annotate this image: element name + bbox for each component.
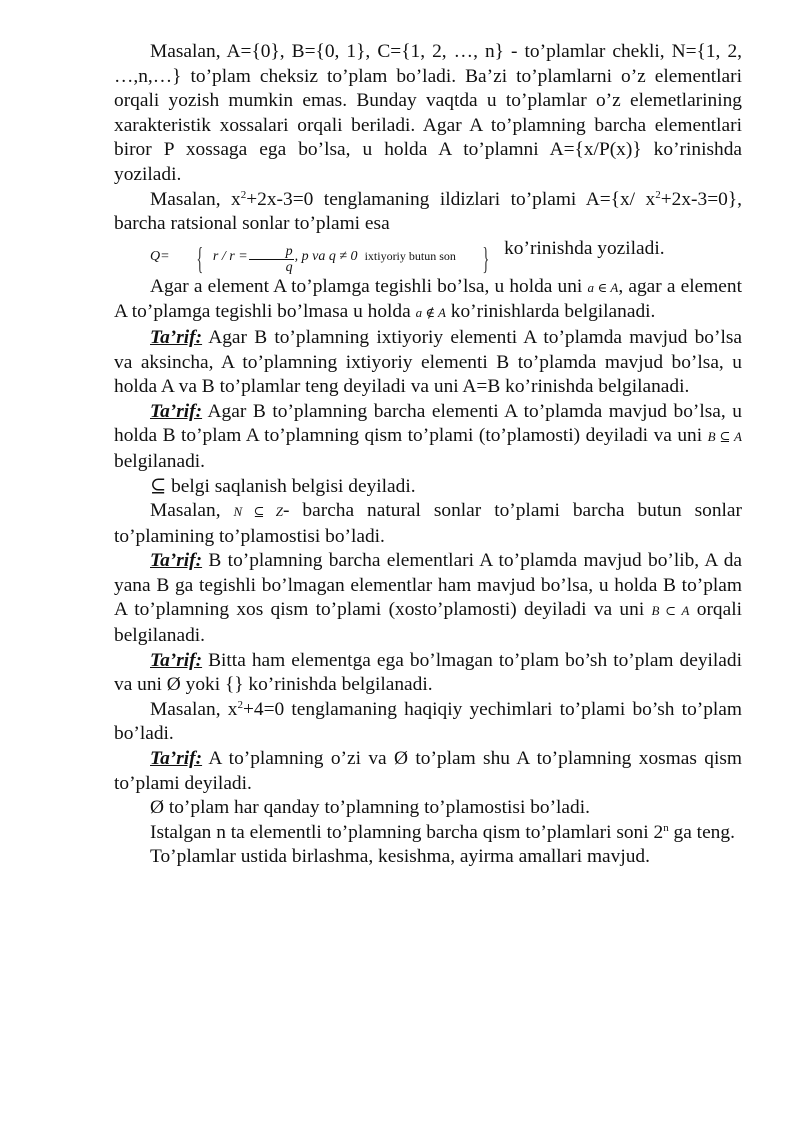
paragraph-definition-improper-subset [114,747,742,796]
text-segment: - barcha natural sonlar to’plami barcha butun sonlar to’plamining to’plamostisi bo’ladi. [114,500,742,547]
definition-label: Ta’rif: [150,649,203,671]
paragraph-finite-infinite-sets: Masalan, A={0}, B={0, 1}, C={1, 2, …, n} - to’plamlar chekli, N={1, 2, …,n,…} to’plam cheksiz to’plam bo’ladi. Ba’zi to’plamlarni o’z elementlari orqali yozish mumkin emas. Bunday vaqtda u to’plamlar o’z elemetlarining xarakteristik xossalari orqali beriladi. Agar A to’plamning barcha elementlari biror P xossaga ega bo’lsa, u holda A to’plamni A={x/P(x)} ko’rinishda yoziladi. [114,41,742,185]
formula-condition: , p va q ≠ 0 [294,248,358,264]
paragraph-definition-proper-subset [114,549,742,648]
text-segment: +2x-3=0 tenglamaning ildizlari to’plami A={x/ x [246,188,656,210]
fraction-p-over-q [249,244,294,275]
text-segment: ga teng. [668,821,735,843]
text-segment: Masalan, x [150,188,241,210]
paragraph-definition-subset [114,400,742,475]
text-segment: B to’plamning barcha elementlari A to’plamda mavjud bo’lib, A da yana B ga tegishli bo’lmagan elementlar ham mavjud bo’lsa, u holda B to’plam A to’plamning xos qism to’plami (xosto’plamosti) deyiladi va uni [114,550,742,621]
text-segment: orqali belgilanadi. [114,599,742,647]
fraction-numerator: p [249,244,294,260]
paragraph-natural-subset-example [114,499,742,549]
definition-label: Ta’rif: [150,748,203,770]
text-segment: belgilanadi. [114,450,205,472]
paragraph-set-examples [114,188,742,275]
text-segment: ko’rinishda yoziladi. [499,237,665,259]
definition-label: Ta’rif: [150,550,203,572]
text-segment: +2x-3=0}, barcha ratsional sonlar to’plami esa [114,188,742,235]
paragraph-set-operations: To’plamlar ustida birlashma, kesishma, ayirma amallari mavjud. [150,846,650,868]
formula-word: ixtiyoriy butun son [364,248,456,263]
text-segment: Masalan, x [150,698,238,720]
text-segment: , agar a element A to’plamga tegishli bo’lmasa u holda [114,275,742,323]
text-segment: Istalgan n ta elementli to’plamning barcha qism to’plamlari soni 2 [150,821,664,843]
math-not-element-of: a ∉ A [415,305,446,321]
text-segment: Agar B to’plamning ixtiyoriy elementi A to’plamda mavjud bo’lsa va aksincha, A to’plamning ixtiyoriy elementi B to’plamda mavjud bo’lsa, u holda A va B to’plamlar teng deyiladi va uni A=B ko’rinishda belgilanadi. [114,326,742,398]
paragraph-definition-equal-sets [114,326,742,400]
superscript: 2 [240,188,247,201]
math-subset: B ⊆ A [707,429,742,445]
math-proper-subset: B ⊂ A [651,603,690,619]
text-segment: Masalan, [150,500,234,522]
fraction-denominator: q [285,259,293,275]
superscript: n [663,821,669,834]
paragraph-empty-set-example [114,698,742,747]
text-segment: A to’plamning o’zi va Ø to’plam shu A to’plamning xosmas qism to’plami deyiladi. [114,748,742,794]
text-segment: ko’rinishlarda belgilanadi. [445,301,656,323]
math-element-of: a ∈ A [587,279,619,295]
text-segment: +4=0 tenglamaning haqiqiy yechimlari to’plami bo’sh to’plam bo’ladi. [114,698,742,745]
definition-label: Ta’rif: [150,326,203,348]
text-segment: Bitta ham elementga ega bo’lmagan to’plam bo’sh to’plam deyiladi va uni Ø yoki {} ko’rinishda belgilanadi. [114,649,742,696]
paragraph-power-set-count [114,821,742,846]
text-segment: Agar a element A to’plamga tegishli bo’lsa, u holda uni [150,275,588,297]
paragraph-subset-sign: ⊆ belgi saqlanish belgisi deyiladi. [150,475,416,497]
document-page [114,40,742,870]
rational-set-formula: Q= { r / r = $\frac{p}{q}$ , p va q ≠ 0 ixtiyoriy butun son } [150,239,490,276]
text-segment: Agar B to’plamning barcha elementi A to’plamda mavjud bo’lsa, u holda B to’plam A to’plamning qism to’plami (to’plamosti) deyiladi va uni [114,400,742,447]
definition-label: Ta’rif: [150,400,203,422]
superscript: 2 [237,698,243,711]
formula-q: Q= [150,248,170,264]
math-n-subset-z: N ⊆ Z [233,504,284,520]
paragraph-membership [114,275,742,326]
paragraph-empty-subset: Ø to’plam har qanday to’plamning to’plamostisi bo’ladi. [150,797,590,819]
paragraph-definition-empty-set [114,649,742,698]
formula-r: r / r = [212,248,248,264]
superscript: 2 [655,188,661,201]
